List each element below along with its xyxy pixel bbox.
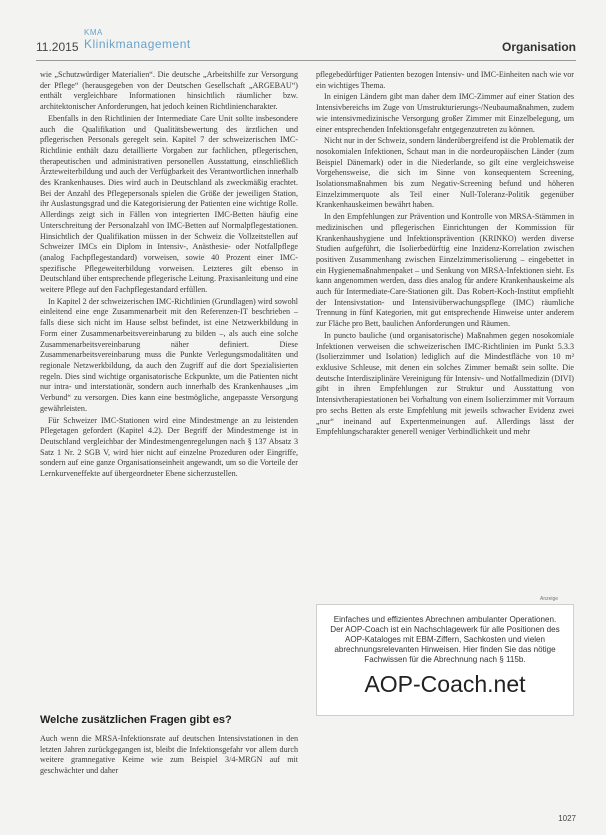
right-column	[316, 70, 574, 439]
paragraph: In den Empfehlungen zur Prävention und Kontrolle von MRSA-Stämmen in medizinischen und pflegerischen Einrichtungen der Kommission für Krankenhaushygiene und Infektionsprävention (KRINKO) werden diverse Studien aufgeführt, die Isolierbedürftig eine Inzidenz-Korrelation zwischen positiven Zusammenhang zwischen Einzelzimmerisolierung – eingebettet in ein Hygienemaßnahmenpaket – und Senkung von MRSA-Infektionen sieht. Es kann angenommen werden, dass dies analog für andere Krankenhauskeime als auch für Intermediate-Care-Stationen gilt. Das Robert-Koch-Institut empfiehlt der Intensivstation- und Intensivüberwachungspflege (IMC) räumliche Trennung in fünf Kategorien, mit gut entsprechende Hinweise unter anderem zur Fläche pro Bett, baulichen Anforderungen und Räumen.	[316, 212, 574, 329]
bottom-text-block	[40, 734, 298, 777]
logo-abbreviation: KMA	[84, 28, 103, 37]
section-subheading: Welche zusätzlichen Fragen gibt es?	[40, 714, 232, 726]
section-title: Organisation	[501, 40, 576, 54]
paragraph: wie „Schutzwürdiger Materialien“. Die deutsche „Arbeitshilfe zur Versorgung der Pflege“ (herausgegeben von der Deutschen Gesellschaft „ARGEBAU“) enthält vergleichbare Informationen hinsichtlich räumlicher bzw. architektonischer Anforderungen, hat jedoch keinen Richtliniencharakter.	[40, 70, 298, 112]
page-number: 1027	[558, 814, 576, 823]
header-divider	[36, 60, 576, 61]
paragraph: Für Schweizer IMC-Stationen wird eine Mindestmenge an zu leistenden Pflegetagen gefordert (Kapitel 4.2). Der Begriff der Mindestmenge ist in Deutschland vergleichbar der Mindestmengenregelungen nach § 137 Absatz 3 Satz 1 Nr. 2 SGB V, wird hier nicht auf einzelne Prozeduren oder Eingriffe, sondern auf eine ganze Organisationseinheit angewandt, um so die Vorteile der Lernkurveneffekte auf übergeordneter Ebene sicherzustellen.	[40, 415, 298, 479]
journal-logo	[84, 28, 191, 51]
page-header	[0, 0, 606, 62]
ad-label: Anzeige	[540, 596, 559, 602]
ad-brand-link[interactable]: AOP-Coach.net	[364, 671, 526, 697]
paragraph: pflegebedürftiger Patienten bezogen Intensiv- und IMC-Einheiten nach wie vor ein wichtiges Thema.	[316, 70, 574, 90]
paragraph: Ebenfalls in den Richtlinien der Intermediate Care Unit sollte insbesondere auch die Qualifikation und Qualitätsbewertung des ärztlichen und pflegerischen Personals geregelt sein. Kapitel 7 der schweizerischen IMC-Richtlinie enthält dazu detaillierte Vorgaben zur fachlichen, pflegerischen, therapeutischen und administrativen personellen Ausstattung, einschließlich Ärzteweiterbildung und auch der Verfügbarkeit des Verantwortlichen innerhalb des Krankenhauses. Dies wird auch in Deutschland als zweckmäßig erachtet. Bei der Anzahl des Pflegepersonals spielen die Größe der jeweiligen Station, ihr Auslastungsgrad und die Kategorisierung der Patienten eine wichtige Rolle. Allerdings zeigt sich in Fällen von integrierten IMC-Betten häufig eine Unterschreitung der Personalzahl von IMC-Betten auf Normalpflegestationen. Hinsichtlich der Qualifikation müssen in der Schweiz die Vollzeitstellen auf Schweizer IMCs ein Diplom in Intensiv-, Anästhesie- oder Notfallpflege (analog Fachpflegestandard) vorweisen, sowie 40 Prozent einer IMC-spezifische Pflegeweiterbildung vorweisen. Letzteres gilt ebenso in Deutschland über entsprechende pflegerische Leitung. Praxisanleitung und eine weitere Pflege auf den Fachpflegestandard erfüllen.	[40, 113, 299, 295]
issue-date: 11.2015	[36, 40, 79, 54]
paragraph: In Kapitel 2 der schweizerischen IMC-Richtlinien (Grundlagen) wird sowohl einleitend eine enge Zusammenarbeit mit den Referenzen-IT beschrieben – falls diese sich nicht im Hause selbst befindet, ist eine Netzwerkbildung in Form einer Zusammenarbeitsvereinbarung zu bilden –, als auch eine solche Zusammenarbeitsvereinbarung näher definiert. Diese Zusammenarbeitsvereinbarung muss die Punkte Verlegungsmodalitäten und regionale Netzwerkbildung, da auch den Zugriff auf die dort Spezialisierten regeln. Dies sind wichtige organisatorische Eckpunkte, um die Patienten nicht nur intra- und interstationär, sondern auch innerhalb des Krankenhauses „im Verbund“ zu versorgen. Dies kann eine bestmögliche, angepasste Versorgung gewährleisten.	[40, 296, 298, 413]
paragraph: In einigen Ländern gibt man daher dem IMC-Zimmer auf einer Station des Intensivbereichs im Zuge von Umstrukturierungs-/Neubaumaßnahmen, zudem wie intensivmedizinische Versorgung großer Zimmer mit Einzelbelegung, um einer entsprechenden Infektionsgefahr entgegenzutreten zu können.	[316, 92, 574, 134]
ad-text: Einfaches und effizientes Abrechnen ambulanter Operationen. Der AOP-Coach ist ein Nachschlagewerk für alle Positionen des AOP-Kataloges mit EBM-Ziffern, Sachkosten und vielen abrechnungsrelevanten Hinweisen. Hier finden Sie das nötige Fachwissen für die Abrechnung nach § 115b.	[330, 615, 560, 664]
paragraph: Nicht nur in der Schweiz, sondern länderübergreifend ist die Problematik der nosokomialen Infektionen, Schaut man in die nordeuropäischen Länder (zum Beispiel Dänemark) oder in die Niederlande, so gilt eine vergleichsweise Vorgehensweise, die sich im Sinne von konsequentem Screening, Isolationsmaßnahmen bis zum Negativ-Screening befund und höheren Einzelzimmerquote als Teil einer Null-Toleranz-Politik gegenüber Krankenhauskeimen bewährt haben.	[316, 136, 574, 210]
left-column	[40, 70, 298, 481]
advertisement[interactable]	[316, 604, 574, 716]
paragraph: Auch wenn die MRSA-Infektionsrate auf deutschen Intensivstationen in den letzten Jahren zurückgegangen ist, bleibt die Infektionsgefahr vor allem durch weitere gramnegative Keime wie zum Beispiel 3/4-MRGN auf mit geschwächter und daher	[40, 734, 298, 776]
paragraph: In puncto bauliche (und organisatorische) Maßnahmen gegen nosokomiale Infektionen verweisen die schweizerischen IMC-Richtlinien im Punkt 5.3.3 (Isolierzimmer und Isolation) lediglich auf die Mindestfläche von 10 m² exklusive Schleuse, mit denen ein solches Zimmer bemaßt sein sollte. Die deutsche Interdisziplinäre Vereinigung für Intensiv- und Notfallmedizin (DIVI) gibt in ihren Empfehlungen zur Struktur und Ausstattung von Intensivtherapiestationen bei Vorhaltung von einem Isolierzimmer mit Vorraum pro sechs Betten als erste Empfehlung mit jeweils schwacher Evidenz zwei „nur“ ineinand auf Expertenmeinungen auf. Allerdings lässt der Empfehlungscharakter generell weniger Verbindlichkeit und mehr	[316, 330, 574, 437]
logo-wordmark: Klinikmanagement	[84, 37, 191, 51]
